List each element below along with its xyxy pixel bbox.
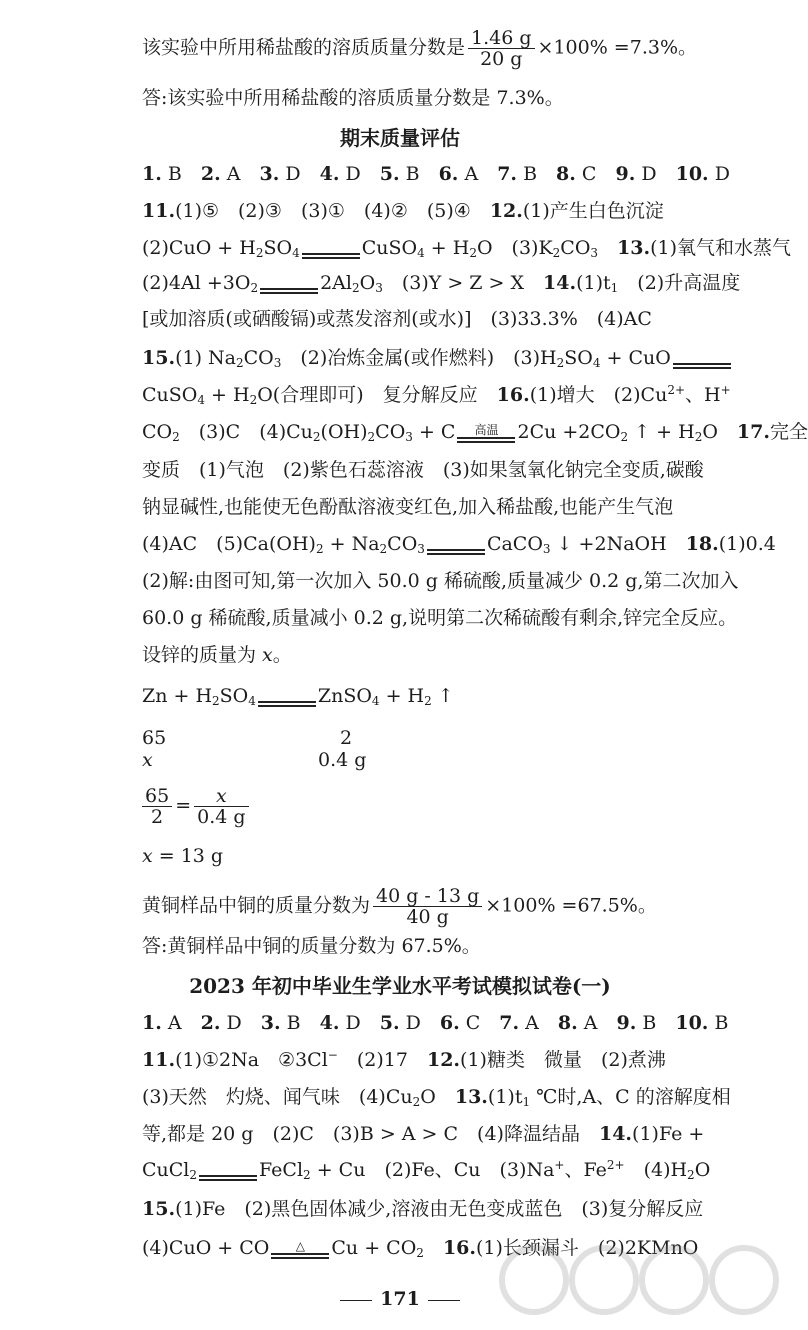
reaction-arrow [256,688,318,707]
mc-answer: D [339,1012,361,1034]
mc-answer: D [708,163,730,185]
line-cu-answer: 答:黄铜样品中铜的质量分数为 67.5%。 [142,935,481,957]
mc-number: 2. [200,163,221,185]
line-equation-zn: $Zn + H_2SO_4$ ZnSO$_4$ + $H_2$ ↑ [142,685,454,708]
mc-number: 10. [675,1012,709,1034]
mc-answer: A [577,1012,598,1034]
mc-answer: D [635,163,657,185]
mc-number: 6. [439,1012,460,1034]
watermark-logo-icon [494,1240,794,1320]
x-result: x = 13 g [142,845,224,867]
line-mock-q14: CuCl$_2$ FeCl$_2$ + Cu (2)Fe、Cu (3)Na+、$Fe^{2+}$ $(4)H_2O$ [142,1158,711,1182]
line-mock-q15: 15.(1)Fe (2)黑色固体减少,溶液由无色变成蓝色 (3)复分解反应 [142,1198,704,1220]
mc-answer: D [339,163,361,185]
mc-answer: B [636,1012,657,1034]
mc-answer: C [459,1012,481,1034]
mc-answer: B [708,1012,729,1034]
line-q18-3: 设锌的质量为 x。 [142,644,292,666]
ratio-65: 65 [142,727,167,749]
mc-number: 4. [319,1012,340,1034]
mc-number: 3. [259,163,280,185]
mc-number: 2. [200,1012,221,1034]
mc-number: 1. [142,1012,162,1034]
mc-number: 5. [379,163,400,185]
mc-answer: A [458,163,479,185]
line-q17-2: 钠显碱性,也能使无色酚酞溶液变红色,加入稀盐酸,也能产生气泡 [142,496,674,518]
section-title-mock: 2023 年初中毕业生学业水平考试模拟试卷(一) [189,974,611,998]
mc-answer: D [279,163,301,185]
mc-number: 7. [497,163,518,185]
mc-answer: A [220,163,241,185]
ratio-x: x [142,749,153,771]
line-equation-al: $(2)4Al +3O_2$ $2Al_2O_3$ (3)Y > Z > X $14.(1)t_1$ (2)升高温度 [142,272,741,295]
mc-answer: B [517,163,538,185]
line-mock-q15-cont: (4)CuO + CO △ $Cu + CO_2$ 16.(1)长颈漏斗 (2)2KMnO [142,1237,699,1260]
reaction-arrow [258,275,320,294]
mc-number: 6. [438,163,459,185]
mc-number: 10. [675,163,709,185]
mc-number: 9. [616,1012,637,1034]
mc-number: 8. [556,163,576,185]
reaction-arrow-high-temp: 高温 [455,424,517,443]
line-mock-q13: 等,都是 20 g (2)C (3)B > A > C (4)降温结晶 14.(1)Fe + [142,1123,705,1145]
mc-answer: A [519,1012,539,1034]
page-number: 171 [0,1288,800,1310]
line-q15: 15.(1) $Na_2CO_3$ (2)冶炼金属(或作燃料) $(3)H_2SO_4$ + CuO [142,346,733,370]
mc-number: 7. [499,1012,520,1034]
mc-answer: D [399,1012,421,1034]
line-q11-q12: 11.(1)⑤ (2)③ (3)① (4)② (5)④ 12.(1)产生白色沉淀 [142,200,664,222]
mc-number: 8. [557,1012,578,1034]
reaction-arrow [197,1162,259,1181]
ratio-2: 2 [340,727,353,749]
reaction-arrow-heat: △ [269,1240,331,1259]
mc-answers-mock [142,1011,728,1035]
line-q17-1: 变质 (1)气泡 (2)紫色石蕊溶液 (3)如果氢氧化钠完全变质,碳酸 [142,459,704,481]
mc-answer: A [161,1012,182,1034]
line-equation-cuo: $(2)CuO + H_2SO_4$ CuSO$_4$ + $H_2O$ $(3)K_2CO_3$ 13.(1)氧气和水蒸气 [142,237,792,260]
mc-number: 1. [142,163,162,185]
section-title-final: 期末质量评估 [340,126,460,150]
mc-number: 3. [260,1012,281,1034]
line-q17-3: (4)AC $(5)Ca(OH)_2 + Na_2CO_3$ CaCO$_3$ ↓ +2NaOH 18.(1)0.4 [142,533,776,556]
line-cu-fraction: 黄铜样品中铜的质量分数为 $\frac{40 g - 13 g}{40 g}$ ×100% =67.5%。 [142,885,657,928]
reaction-arrow [671,350,733,369]
mc-answer: B [280,1012,301,1034]
line-q14-cont: [或加溶质(或硒酸镉)或蒸发溶剂(或水)] (3)33.3% (4)AC [142,308,652,330]
line-mock-q12: (3)天然 灼烧、闻气味 $(4)Cu_2O$ $13.(1)t_1$ ℃时,A、C 的溶解度相 [142,1086,731,1109]
mc-number: 5. [379,1012,400,1034]
line-q18-1: (2)解:由图可知,第一次加入 50.0 g 稀硫酸,质量减少 0.2 g,第二次加入 [142,570,739,592]
line-q18-2: 60.0 g 稀硫酸,质量减小 0.2 g,说明第二次稀硫酸有剩余,锌完全反应。 [142,607,738,629]
mc-number: 9. [615,163,636,185]
line-q16-cont: $CO_2$ (3)C $(4)Cu_2(OH)_2CO_3 + C$ 高温 $2Cu +2CO_2$ ↑ + $H_2O$ 17.完全 [142,421,808,444]
fraction-hcl: $\frac{1.46 g}{20 g}$ [468,28,535,69]
line-q15-cont: CuSO$_4$ + $H_2O$(合理即可) 复分解反应 16.(1)增大 $(2)Cu^{2+}$、H+ [142,383,731,407]
reaction-arrow [425,536,487,555]
line-top-2: 答:该实验中所用稀盐酸的溶质质量分数是 7.3%。 [142,87,564,109]
mc-answer: B [161,163,182,185]
mc-answers-final [142,162,730,186]
mc-answer: C [575,163,597,185]
line-mock-q11: 11.(1)①2Na ②3Cl− (2)17 12.(1)糖类 微量 (2)煮沸 [142,1048,666,1071]
line-top-1: 该实验中所用稀盐酸的溶质质量分数是 $\frac{1.46 g}{20 g}$ ×100% =7.3%。 [142,27,697,70]
reaction-arrow [300,240,362,259]
mc-answer: D [220,1012,242,1034]
ratio-04: 0.4 g [318,749,367,771]
mc-number: 4. [319,163,340,185]
proportion: $\frac{65}{2}$ = $\frac{x}{0.4 g}$ [142,786,252,827]
mc-answer: B [399,163,420,185]
